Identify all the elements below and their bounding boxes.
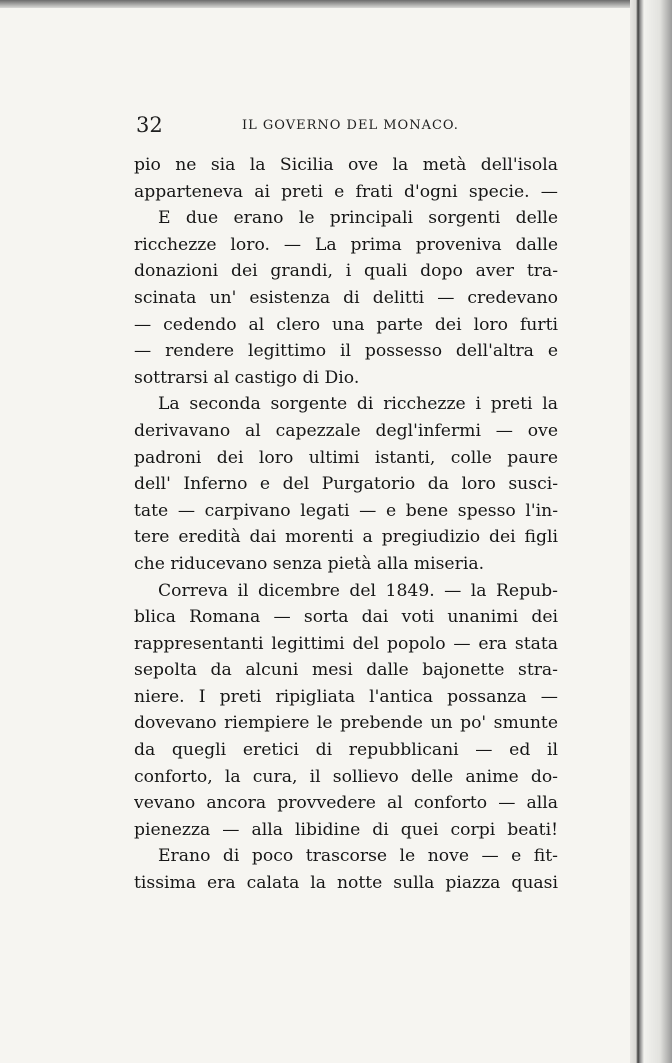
text-line: dovevano riempiere le prebende un po' smunte	[134, 713, 558, 734]
page-binding-edge	[630, 0, 672, 1063]
text-line: E due erano le principali sorgenti delle	[158, 208, 558, 229]
text-line: che riducevano senza pietà alla miseria.	[134, 553, 485, 574]
text-line: dell' Inferno e del Purgatorio da loro susci-	[134, 474, 558, 495]
text-line: niere. I preti ripigliata l'antica possanza —	[134, 686, 558, 707]
text-line: padroni dei loro ultimi istanti, colle paure	[134, 447, 558, 468]
text-line: vevano ancora provvedere al conforto — alla	[134, 793, 558, 814]
body-text	[134, 152, 558, 897]
text-line: Erano di poco trascorse le nove — e fit-	[158, 846, 558, 867]
text-line: rappresentanti legittimi del popolo — era stata	[134, 633, 558, 654]
text-line: La seconda sorgente di ricchezze i preti la	[158, 394, 558, 415]
text-line: — rendere legittimo il possesso dell'altra e	[134, 341, 558, 362]
text-line: — cedendo al clero una parte dei loro furti	[134, 314, 558, 335]
text-line: tate — carpivano legati — e bene spesso l'in-	[134, 500, 558, 521]
page-header	[136, 112, 560, 138]
text-line: conforto, la cura, il sollievo delle anime do-	[134, 766, 558, 787]
page-number: 32	[136, 113, 163, 137]
text-line: tissima era calata la notte sulla piazza quasi	[134, 873, 558, 894]
text-line: pio ne sia la Sicilia ove la metà dell'isola	[134, 155, 558, 175]
text-line: sottrarsi al castigo di Dio.	[134, 367, 360, 388]
text-line: apparteneva ai preti e frati d'ogni specie. —	[134, 181, 558, 202]
text-line: Correva il dicembre del 1849. — la Repub-	[158, 580, 558, 601]
text-line: scinata un' esistenza di delitti — credevano	[134, 287, 558, 308]
text-line: derivavano al capezzale degl'infermi — ove	[134, 420, 558, 441]
text-line: ricchezze loro. — La prima proveniva dalle	[134, 234, 558, 255]
running-title: IL GOVERNO DEL MONACO.	[242, 118, 459, 133]
page-top-shadow	[0, 0, 672, 8]
text-line: pienezza — alla libidine di quei corpi beati!	[134, 819, 558, 840]
text-line: sepolta da alcuni mesi dalle bajonette stra-	[134, 660, 558, 681]
text-line: da quegli eretici di repubblicani — ed il	[134, 740, 558, 761]
text-line: tere eredità dai morenti a pregiudizio dei figli	[134, 527, 558, 548]
text-line: donazioni dei grandi, i quali dopo aver tra-	[134, 261, 558, 282]
text-line: blica Romana — sorta dai voti unanimi dei	[134, 607, 558, 628]
